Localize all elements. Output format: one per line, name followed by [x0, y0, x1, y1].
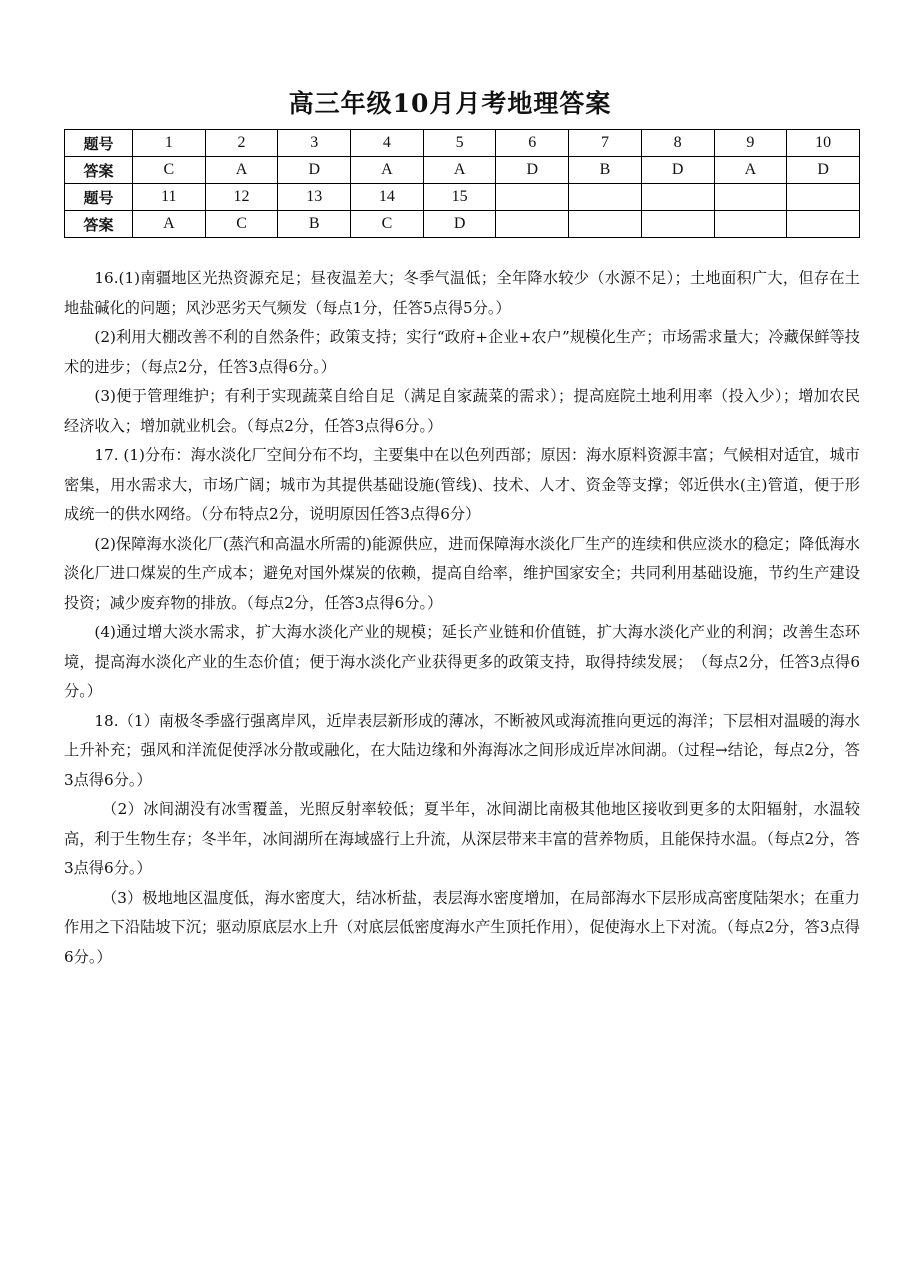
table-cell: B [569, 157, 642, 184]
table-cell: 15 [423, 184, 496, 211]
table-cell [569, 184, 642, 211]
table-cell [787, 211, 860, 238]
table-cell: 12 [205, 184, 278, 211]
table-cell: 14 [351, 184, 424, 211]
table-cell: 1 [133, 130, 206, 157]
table-row [65, 184, 860, 211]
table-cell: 8 [641, 130, 714, 157]
table-cell: D [423, 211, 496, 238]
row-label: 答案 [65, 211, 133, 238]
answer-text [64, 264, 860, 972]
answer-16-1: 16.(1)南疆地区光热资源充足；昼夜温差大；冬季气温低；全年降水较少（水源不足）；土地面积广大，但存在土地盐碱化的问题；风沙恶劣天气频发（每点1分，任答5点得5分。） [64, 269, 860, 317]
table-cell: A [205, 157, 278, 184]
table-cell: A [133, 211, 206, 238]
table-cell [496, 211, 569, 238]
table-cell [714, 211, 787, 238]
table-row [65, 130, 860, 157]
table-cell: 11 [133, 184, 206, 211]
table-cell: A [423, 157, 496, 184]
table-cell: D [278, 157, 351, 184]
table-cell: C [133, 157, 206, 184]
answer-17-1: 17. (1)分布：海水淡化厂空间分布不均，主要集中在以色列西部；原因：海水原料资源丰富；气候相对适宜，城市密集，用水需求大，市场广阔；城市为其提供基础设施(管线)、技术、人才、资金等支撑；邻近供水(主)管道，便于形成统一的供水网络。（分布特点2分，说明原因任答3点得6分） [64, 446, 860, 523]
table-cell [641, 184, 714, 211]
answer-table [64, 129, 860, 238]
answer-16-2: (2)利用大棚改善不利的自然条件；政策支持；实行“政府+企业+农户”规模化生产；市场需求量大；冷藏保鲜等技术的进步；（每点2分，任答3点得6分。） [64, 328, 860, 376]
table-cell: 4 [351, 130, 424, 157]
table-row [65, 211, 860, 238]
answer-18-2: （2）冰间湖没有冰雪覆盖，光照反射率较低；夏半年，冰间湖比南极其他地区接收到更多的太阳辐射，水温较高，利于生物生存；冬半年，冰间湖所在海域盛行上升流，从深层带来丰富的营养物质，且能保持水温。（每点2分，答3点得6分。） [64, 800, 860, 877]
row-label: 答案 [65, 157, 133, 184]
table-cell: 3 [278, 130, 351, 157]
table-cell [569, 211, 642, 238]
table-cell: A [714, 157, 787, 184]
table-cell: 6 [496, 130, 569, 157]
table-cell: A [351, 157, 424, 184]
answer-17-4: (4)通过增大淡水需求，扩大海水淡化产业的规模；延长产业链和价值链，扩大海水淡化产业的利润；改善生态环境，提高海水淡化产业的生态价值；便于海水淡化产业获得更多的政策支持，取得持续发展； （每点2分，任答3点得6分。） [64, 623, 860, 700]
table-cell: D [787, 157, 860, 184]
answer-17-2: (2)保障海水淡化厂(蒸汽和高温水所需的)能源供应，进而保障海水淡化厂生产的连续和供应淡水的稳定；降低海水淡化厂进口煤炭的生产成本；避免对国外煤炭的依赖，提高自给率，维护国家安全；共同利用基础设施，节约生产建设投资；减少废弃物的排放。（每点2分，任答3点得6分。） [64, 534, 860, 612]
table-cell: 7 [569, 130, 642, 157]
table-cell: D [496, 157, 569, 184]
page-title: 高三年级10月月考地理答案 [288, 89, 612, 118]
table-cell [714, 184, 787, 211]
table-cell [787, 184, 860, 211]
table-cell: C [205, 211, 278, 238]
answer-18-1: 18.（1）南极冬季盛行强离岸风，近岸表层新形成的薄冰，不断被风或海流推向更远的海洋；下层相对温暖的海水上升补充；强风和洋流促使浮冰分散或融化，在大陆边缘和外海海冰之间形成近岸冰间湖。（过程→结论，每点2分，答3点得6分。） [64, 711, 860, 789]
row-label: 题号 [65, 130, 133, 157]
table-cell: B [278, 211, 351, 238]
table-cell: D [641, 157, 714, 184]
table-cell: 2 [205, 130, 278, 157]
table-cell: 10 [787, 130, 860, 157]
table-cell: 5 [423, 130, 496, 157]
table-cell [496, 184, 569, 211]
row-label: 题号 [65, 184, 133, 211]
table-cell: 9 [714, 130, 787, 157]
table-cell: C [351, 211, 424, 238]
answer-18-3: （3）极地地区温度低，海水密度大，结冰析盐，表层海水密度增加，在局部海水下层形成高密度陆架水；在重力作用之下沿陆坡下沉；驱动原底层水上升（对底层低密度海水产生顶托作用），促使海水上下对流。（每点2分，答3点得6分。） [64, 888, 860, 966]
table-cell: 13 [278, 184, 351, 211]
answer-16-3: (3)便于管理维护；有利于实现蔬菜自给自足（满足自家蔬菜的需求）；提高庭院土地利用率（投入少）；增加农民经济收入；增加就业机会。（每点2分，任答3点得6分。） [64, 387, 860, 435]
table-row [65, 157, 860, 184]
table-cell [641, 211, 714, 238]
